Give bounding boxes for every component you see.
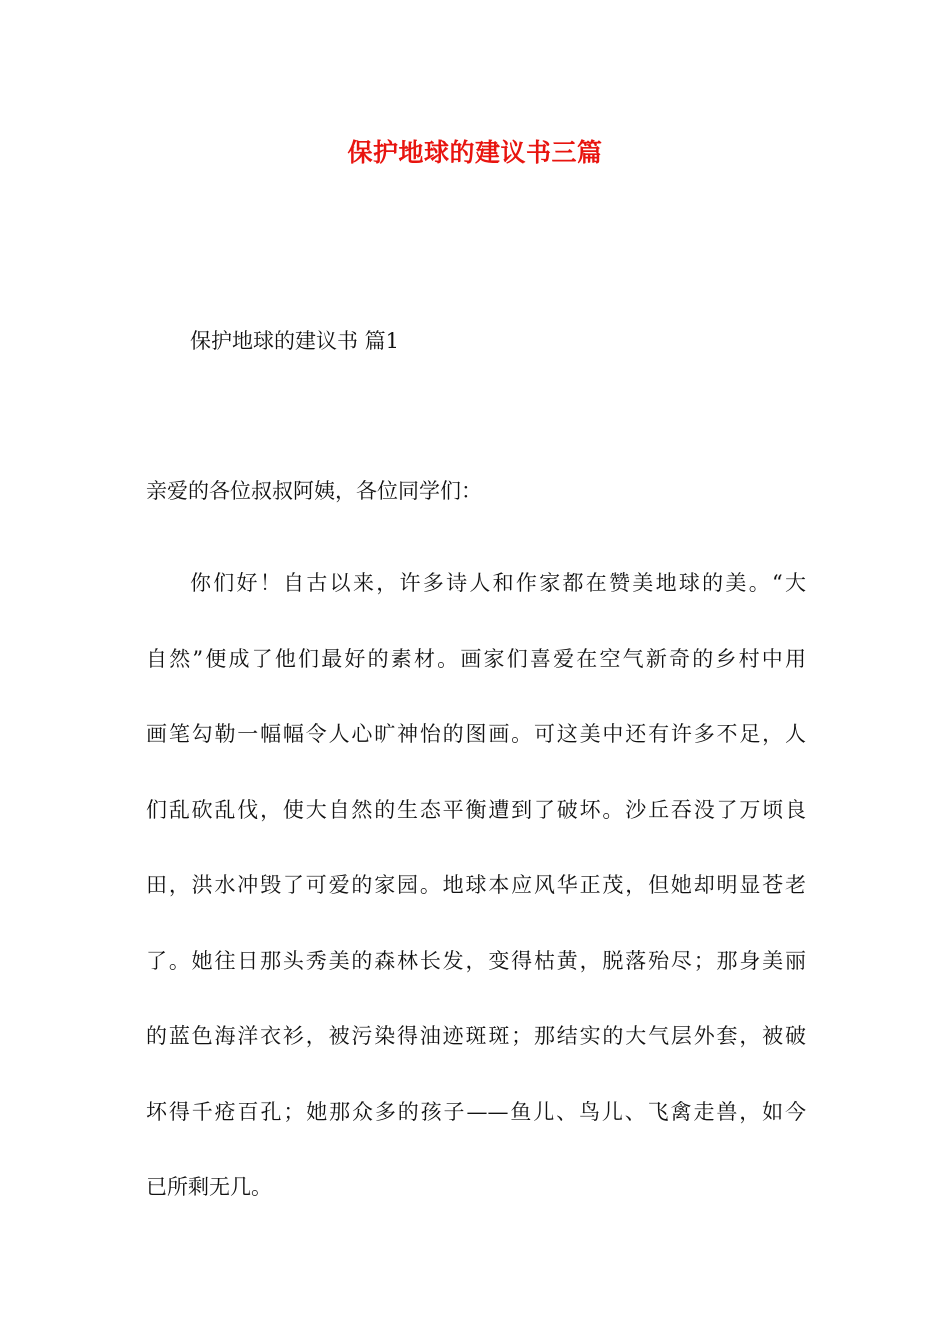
section-heading: 保护地球的建议书 篇1 bbox=[190, 329, 400, 353]
paragraph-line: 自然”便成了他们最好的素材。画家们喜爱在空气新奇的乡村中用 bbox=[146, 646, 806, 671]
paragraph-line: 画笔勾勒一幅幅令人心旷神怡的图画。可这美中还有许多不足，人 bbox=[146, 722, 806, 746]
paragraph-line: 坏得千疮百孔；她那众多的孩子——鱼儿、鸟儿、飞禽走兽，如今 bbox=[146, 1099, 806, 1124]
paragraph-line: 们乱砍乱伐，使大自然的生态平衡遭到了破坏。沙丘吞没了万顷良 bbox=[146, 797, 806, 822]
paragraph-line: 了。她往日那头秀美的森林长发，变得枯黄，脱落殆尽；那身美丽 bbox=[146, 948, 806, 973]
greeting-line: 亲爱的各位叔叔阿姨，各位同学们： bbox=[146, 479, 482, 503]
paragraph-line: 田，洪水冲毁了可爱的家园。地球本应风华正茂，但她却明显苍老 bbox=[146, 873, 806, 897]
body-paragraph bbox=[146, 546, 806, 1226]
document-title: 保护地球的建议书三篇 bbox=[347, 138, 603, 167]
paragraph-line: 你们好！自古以来，许多诗人和作家都在赞美地球的美。“大 bbox=[190, 571, 806, 595]
paragraph-line: 的蓝色海洋衣衫，被污染得油迹斑斑；那结实的大气层外套，被破 bbox=[146, 1024, 806, 1048]
paragraph-line: 已所剩无几。 bbox=[146, 1175, 272, 1199]
